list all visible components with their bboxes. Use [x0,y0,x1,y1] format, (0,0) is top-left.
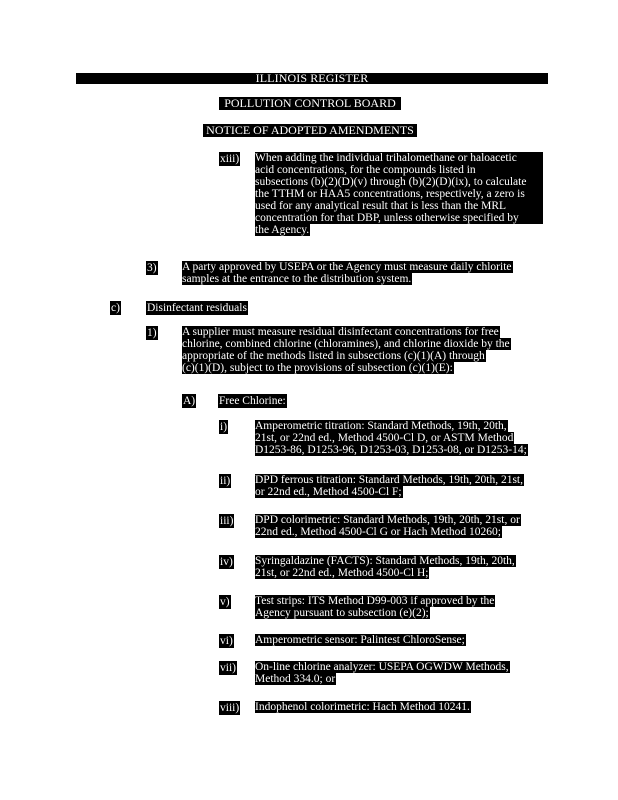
item-number-1: 1) [147,327,157,339]
text-line: On-line chlorine analyzer: USEPA OGWDW Methods, [255,661,509,673]
text-line: Amperometric sensor: Palintest ChloroSense; [255,634,465,646]
item-number-c: c) [111,302,120,314]
text-line: acid concentrations, for the compounds listed in [255,164,543,176]
section-heading-disinfectant-residuals: Disinfectant residuals [147,302,247,314]
notice-title: NOTICE OF ADOPTED AMENDMENTS [203,124,417,137]
text-line: Syringaldazine (FACTS): Standard Methods, 19th, 20th, [255,555,515,567]
item-1-text [182,326,511,374]
method-number: vii) [220,662,236,674]
method-number: iii) [220,515,234,527]
text-line: 21st, or 22nd ed., Method 4500-Cl D, or ASTM Method [255,432,514,444]
method-number: i) [220,421,228,433]
method-number: iv) [220,556,233,568]
text-line: Amperometric titration: Standard Methods, 19th, 20th, [255,420,507,432]
text-line: chlorine, combined chlorine (chloramines), and chlorine dioxide by the [182,338,510,350]
text-line: (c)(1)(D), subject to the provisions of subsection (c)(1)(E): [182,362,453,374]
method-number: viii) [220,702,240,714]
text-line: Indophenol colorimetric: Hach Method 10241. [255,701,470,713]
method-number: v) [220,596,230,608]
text-line: concentration for that DBP, unless otherwise specified by [255,212,543,224]
text-line: DPD colorimetric: Standard Methods, 19th, 20th, 21st, or [255,514,520,526]
text-line: Agency pursuant to subsection (e)(2); [255,607,429,619]
text-line: A supplier must measure residual disinfectant concentrations for free [182,326,499,338]
text-line: Method 334.0; or [255,673,336,685]
text-line: Test strips: ITS Method D99-003 if approved by the [255,595,495,607]
text-line: samples at the entrance to the distribution system. [182,273,412,285]
method-number: ii) [220,475,231,487]
item-3-text [182,261,513,285]
method-text [255,701,471,713]
method-text [255,595,495,619]
text-line: 22nd ed., Method 4500-Cl G or Hach Method 10260; [255,526,501,538]
text-line: A party approved by USEPA or the Agency must measure daily chlorite [182,261,512,273]
text-line: When adding the individual trihalomethane or haloacetic [255,152,543,164]
text-line: DPD ferrous titration: Standard Methods, 19th, 20th, 21st, [255,474,523,486]
item-xiii-text [255,152,543,236]
method-number: vi) [220,635,233,647]
text-line: or 22nd ed., Method 4500-Cl F; [255,486,402,498]
text-line: subsections (b)(2)(D)(v) through (b)(2)(D)(ix), to calculate [255,176,543,188]
item-number-A: A) [183,395,196,407]
item-number-xiii: xiii) [220,153,240,165]
method-text [255,474,524,498]
subheading-free-chlorine: Free Chlorine: [219,395,286,407]
method-text [255,420,528,456]
text-line: used for any analytical result that is less than the MRL [255,200,543,212]
text-line: the TTHM or HAA5 concentrations, respectively, a zero is [255,188,543,200]
board-title: POLLUTION CONTROL BOARD [219,97,401,110]
method-text [255,555,516,579]
text-line: 21st, or 22nd ed., Method 4500-Cl H; [255,567,429,579]
item-number-3: 3) [147,262,157,274]
register-title: ILLINOIS REGISTER [255,71,369,85]
method-text [255,661,510,685]
method-text [255,634,466,646]
text-line: D1253-86, D1253-96, D1253-03, D1253-08, or D1253-14; [255,444,527,456]
text-line: the Agency. [255,224,310,236]
text-line: appropriate of the methods listed in subsections (c)(1)(A) through [182,350,485,362]
method-text [255,514,521,538]
